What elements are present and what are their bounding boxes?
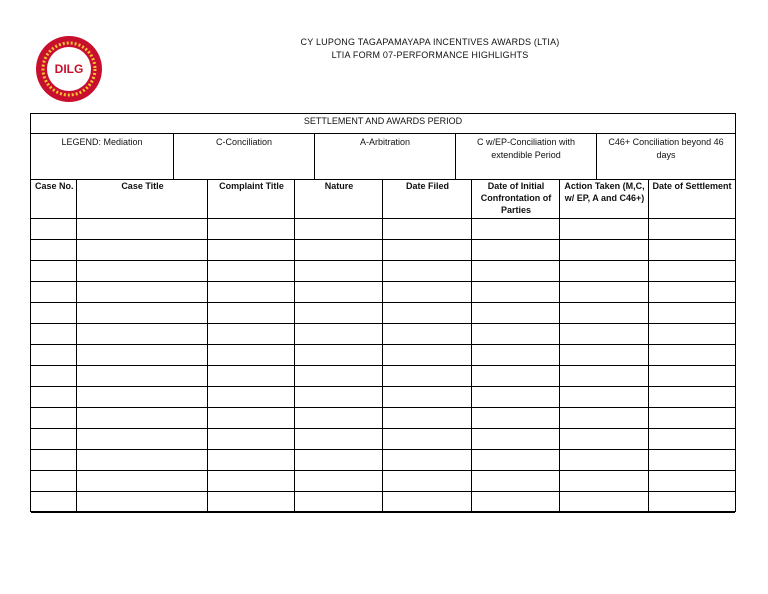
column-divider: [382, 180, 383, 513]
legend-extendible: C w/EP-Conciliation with extendible Period: [455, 134, 596, 179]
column-header: Case No.: [35, 181, 74, 191]
column-divider: [76, 180, 77, 513]
legend-arbitration: A-Arbitration: [314, 134, 455, 179]
table-row: [31, 261, 735, 282]
form-header: [220, 36, 640, 62]
legend-conciliation: C-Conciliation: [173, 134, 314, 179]
table-row: [31, 240, 735, 261]
column-header: Complaint Title: [219, 181, 284, 191]
performance-form-table: [30, 113, 736, 512]
column-divider: [559, 180, 560, 513]
legend-beyond-46: C46+ Conciliation beyond 46 days: [596, 134, 735, 179]
table-row: [31, 324, 735, 345]
column-divider: [294, 180, 295, 513]
table-row: [31, 408, 735, 429]
legend-row: [31, 134, 735, 180]
table-row: [31, 366, 735, 387]
column-header: Case Title: [121, 181, 164, 191]
table-row: [31, 450, 735, 471]
table-row: [31, 492, 735, 513]
period-heading: SETTLEMENT AND AWARDS PERIOD: [31, 114, 735, 134]
column-header: Date of Settlement: [652, 181, 732, 191]
header-subtitle: LTIA FORM 07-PERFORMANCE HIGHLIGHTS: [331, 50, 529, 60]
column-divider: [207, 180, 208, 513]
table-row: [31, 429, 735, 450]
column-header: Nature: [324, 181, 354, 191]
legend-mediation: LEGEND: Mediation: [61, 137, 143, 147]
logo-text: DILG: [54, 62, 84, 76]
table-row: [31, 219, 735, 240]
header-title: CY LUPONG TAGAPAMAYAPA INCENTIVES AWARDS (LTIA): [300, 37, 560, 47]
column-header: Date Filed: [405, 181, 449, 191]
table-row: [31, 471, 735, 492]
column-header: Date of Initial Confrontation of Parties: [480, 181, 552, 215]
column-divider: [471, 180, 472, 513]
table-row: [31, 387, 735, 408]
table-row: [31, 303, 735, 324]
column-header: Action Taken (M,C, w/ EP, A and C46+): [564, 181, 645, 203]
table-row: [31, 345, 735, 366]
column-divider: [648, 180, 649, 513]
dilg-logo: [35, 35, 103, 103]
table-row: [31, 282, 735, 303]
column-header-row: [31, 180, 735, 219]
